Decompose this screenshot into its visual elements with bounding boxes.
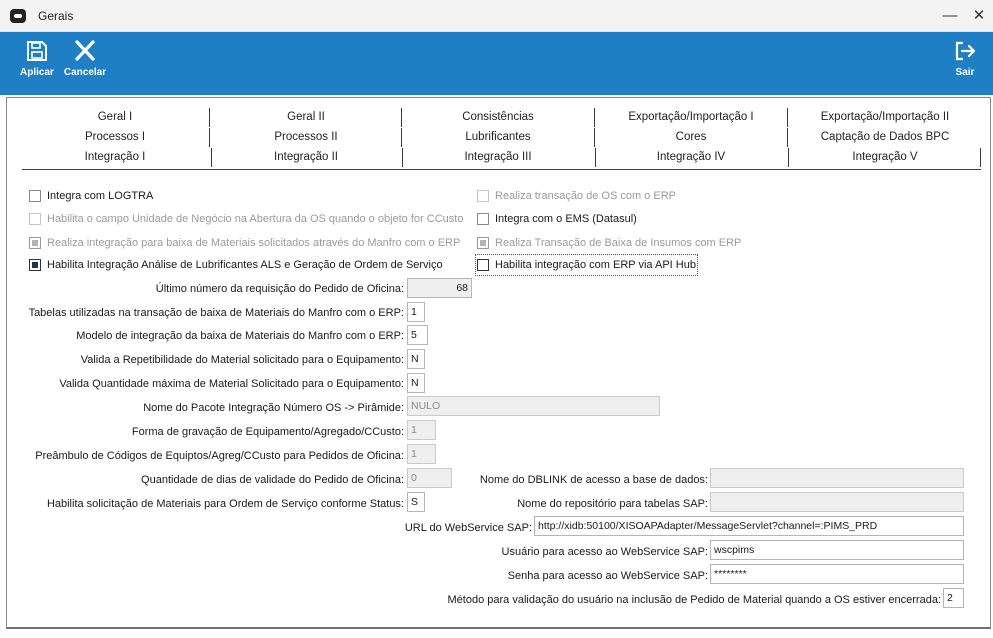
save-icon xyxy=(25,40,49,62)
status-field[interactable] xyxy=(407,492,425,512)
exit-button[interactable] xyxy=(950,38,980,88)
cancel-button[interactable] xyxy=(62,38,108,88)
exit-label: Sair xyxy=(955,67,975,78)
window-title: Gerais xyxy=(38,9,74,23)
tab-processos-1[interactable]: Processos I xyxy=(84,131,146,143)
dias-validade-label: Quantidade de dias de validade do Pedido de Oficina: xyxy=(141,474,404,486)
ws-user-label: Usuário para acesso ao WebService SAP: xyxy=(501,546,708,558)
tab-separator xyxy=(401,128,402,147)
modelo-field[interactable] xyxy=(407,325,428,345)
pacote-label: Nome do Pacote Integração Número OS -> Pirâmide: xyxy=(143,402,404,414)
checkbox-box[interactable] xyxy=(477,259,489,271)
ws-user-field[interactable] xyxy=(710,540,964,560)
ultimo-numero-label: Último número da requisição do Pedido de Oficina: xyxy=(155,283,404,295)
forma-gravacao-field xyxy=(407,420,436,440)
checkbox-box[interactable] xyxy=(29,259,41,271)
tab-lubrificantes[interactable]: Lubrificantes xyxy=(465,131,531,143)
checkbox-label: Habilita integração com ERP via API Hub xyxy=(495,259,696,271)
checkbox-box xyxy=(29,213,41,225)
apply-button[interactable] xyxy=(18,38,56,88)
tab-separator xyxy=(787,128,788,147)
tab-geral-2[interactable]: Geral II xyxy=(287,111,325,123)
tab-integracao-3[interactable]: Integração III xyxy=(464,151,532,163)
tab-separator xyxy=(594,128,595,147)
dblink-field xyxy=(710,468,964,488)
ultimo-numero-field[interactable] xyxy=(407,278,472,298)
forma-gravacao-label: Forma de gravação de Equipamento/Agregado/CCusto: xyxy=(131,426,404,438)
repositorio-field xyxy=(710,492,964,512)
checkbox-label: Habilita o campo Unidade de Negócio na Abertura da OS quando o objeto for CCusto xyxy=(47,213,464,225)
checkbox-label: Realiza transação de OS com o ERP xyxy=(495,190,676,202)
exit-icon xyxy=(953,40,977,62)
tab-integracao-4[interactable]: Integração IV xyxy=(656,151,726,163)
tab-cores[interactable]: Cores xyxy=(675,131,707,143)
tab-separator xyxy=(209,108,210,127)
tabelas-label: Tabelas utilizadas na transação de baixa de Materiais do Manfro com o ERP: xyxy=(28,307,404,319)
metodo-field[interactable] xyxy=(943,588,964,608)
tab-separator xyxy=(402,148,403,167)
repositorio-label: Nome do repositório para tabelas SAP: xyxy=(517,498,708,510)
tab-separator xyxy=(788,148,789,167)
apply-label: Aplicar xyxy=(20,67,54,78)
checkbox-label: Integra com LOGTRA xyxy=(47,190,154,202)
close-icon[interactable]: ✕ xyxy=(972,7,986,24)
checkbox-baixa-insumos xyxy=(477,234,741,252)
checkbox-baixa-materiais xyxy=(29,234,460,252)
checkbox-label: Integra com o EMS (Datasul) xyxy=(495,213,637,225)
dblink-label: Nome do DBLINK de acesso a base de dados: xyxy=(479,474,708,486)
tab-separator xyxy=(209,128,210,147)
qtd-maxima-field[interactable] xyxy=(407,373,425,393)
tab-consistencias[interactable]: Consistências xyxy=(462,111,534,123)
tab-integracao-2[interactable]: Integração II xyxy=(274,151,338,163)
ws-url-label: URL do WebService SAP: xyxy=(404,522,532,534)
checkbox-label: Realiza integração para baixa de Materiais solicitados através do Manfro com o ERP xyxy=(47,237,461,249)
tab-exportacao-importacao-2[interactable]: Exportação/Importação II xyxy=(820,111,950,123)
repetibilidade-field[interactable] xyxy=(407,349,425,369)
tab-integracao-1[interactable]: Integração I xyxy=(84,151,146,163)
checkbox-api-hub[interactable] xyxy=(477,256,696,274)
minimize-icon[interactable]: — xyxy=(942,7,958,24)
tab-captacao-dados-bpc[interactable]: Captação de Dados BPC xyxy=(820,131,950,143)
checkbox-box xyxy=(477,190,489,202)
checkbox-box xyxy=(29,237,41,249)
title-bar xyxy=(0,0,993,32)
status-label: Habilita solicitação de Materiais para Ordem de Serviço conforme Status: xyxy=(46,498,404,510)
cancel-x-icon xyxy=(73,40,97,62)
checkbox-unidade-negocio xyxy=(29,210,463,228)
preambulo-field xyxy=(407,444,436,464)
checkbox-als[interactable] xyxy=(29,256,443,274)
toolbar xyxy=(0,32,993,95)
tab-processos-2[interactable]: Processos II xyxy=(274,131,338,143)
ws-pass-label: Senha para acesso ao WebService SAP: xyxy=(507,570,708,582)
checkbox-logtra[interactable] xyxy=(29,187,153,205)
tab-separator xyxy=(211,148,212,167)
checkbox-label: Realiza Transação de Baixa de Insumos com ERP xyxy=(495,237,742,249)
preambulo-label: Preâmbulo de Códigos de Equiptos/Agreg/CCusto para Pedidos de Oficina: xyxy=(35,450,404,462)
tab-separator xyxy=(980,148,981,167)
pacote-field xyxy=(407,396,660,416)
tab-integracao-5[interactable]: Integração V xyxy=(852,151,918,163)
tab-separator xyxy=(595,148,596,167)
ws-pass-field[interactable] xyxy=(710,564,964,584)
app-logo-icon xyxy=(10,9,26,23)
checkbox-box[interactable] xyxy=(29,190,41,202)
tab-separator xyxy=(787,108,788,127)
tab-separator xyxy=(594,108,595,127)
repetibilidade-label: Valida a Repetibilidade do Material solicitado para o Equipamento: xyxy=(80,354,404,366)
metodo-label: Método para validação do usuário na inclusão de Pedido de Material quando a OS estiver encerrada: xyxy=(447,594,941,606)
qtd-maxima-label: Valida Quantidade máxima de Material Solicitado para o Equipamento: xyxy=(59,378,404,390)
tab-geral-1[interactable]: Geral I xyxy=(97,111,133,123)
checkbox-box xyxy=(477,237,489,249)
tabelas-field[interactable] xyxy=(407,302,425,322)
checkbox-box[interactable] xyxy=(477,213,489,225)
checkbox-label: Habilita Integração Análise de Lubrificantes ALS e Geração de Ordem de Serviço xyxy=(47,259,443,271)
cancel-label: Cancelar xyxy=(63,67,107,78)
checkbox-transacao-os xyxy=(477,187,676,205)
modelo-label: Modelo de integração da baixa de Materiais do Manfro com o ERP: xyxy=(76,330,404,342)
checkbox-ems[interactable] xyxy=(477,210,637,228)
tab-separator xyxy=(401,108,402,127)
ws-url-field[interactable] xyxy=(534,516,964,536)
tab-exportacao-importacao-1[interactable]: Exportação/Importação I xyxy=(628,111,754,123)
tab-strip-baseline xyxy=(22,169,981,170)
